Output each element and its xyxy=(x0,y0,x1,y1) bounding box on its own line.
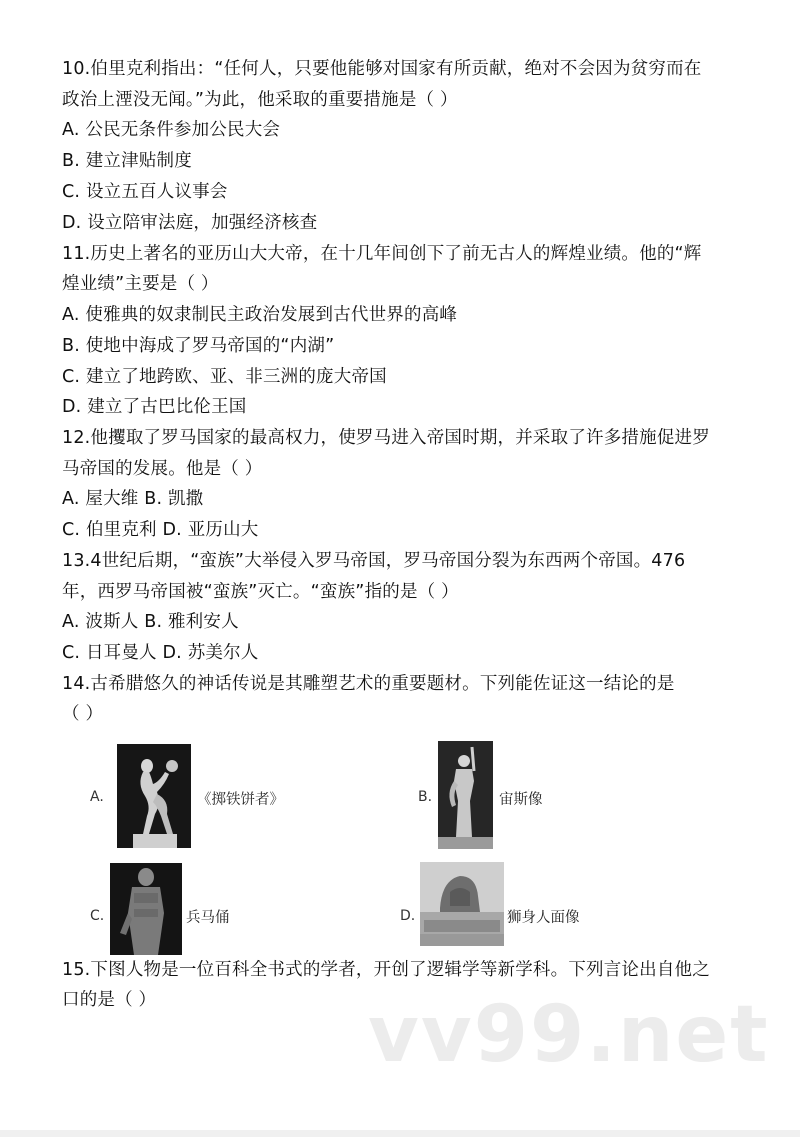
q11-stem-line2: 煌业绩”主要是（ ） xyxy=(62,274,219,294)
q10-stem-line1: 10.伯里克利指出：“任何人，只要他能够对国家有所贡献，绝对不会因为贫穷而在 xyxy=(62,59,702,79)
watermark: vv99.net xyxy=(368,990,770,1080)
q14-option-d-letter: D. xyxy=(400,908,416,924)
q13-stem-line1: 13.4世纪后期，“蛮族”大举侵入罗马帝国，罗马帝国分裂为东西两个帝国。476 xyxy=(62,551,686,571)
q14-option-c-caption: 兵马俑 xyxy=(186,910,230,926)
terracotta-warrior-photo xyxy=(110,863,182,955)
q14-option-b-caption: 宙斯像 xyxy=(499,792,543,808)
q11-option-d: D. 建立了古巴比伦王国 xyxy=(62,397,247,417)
q13-stem-line2: 年，西罗马帝国被“蛮族”灭亡。“蛮族”指的是（ ） xyxy=(62,582,459,602)
q10-option-d: D. 设立陪审法庭，加强经济核查 xyxy=(62,213,318,233)
q15-stem-line2: 口的是（ ） xyxy=(62,990,157,1010)
q10-option-c: C. 设立五百人议事会 xyxy=(62,182,228,202)
q10-stem-line2: 政治上湮没无闻。”为此，他采取的重要措施是（ ） xyxy=(62,90,458,110)
q10-option-b: B. 建立津贴制度 xyxy=(62,151,192,171)
q12-stem-line2: 马帝国的发展。他是（ ） xyxy=(62,459,263,479)
q14-stem-line1: 14.古希腊悠久的神话传说是其雕塑艺术的重要题材。下列能佐证这一结论的是 xyxy=(62,674,675,694)
q13-options-ab: A. 波斯人 B. 雅利安人 xyxy=(62,612,239,632)
q14-option-b-letter: B. xyxy=(418,789,433,805)
q11-option-b: B. 使地中海成了罗马帝国的“内湖” xyxy=(62,336,335,356)
q12-stem-line1: 12.他攫取了罗马国家的最高权力，使罗马进入帝国时期，并采取了许多措施促进罗 xyxy=(62,428,710,448)
q10-option-a: A. 公民无条件参加公民大会 xyxy=(62,120,281,140)
q11-option-c: C. 建立了地跨欧、亚、非三洲的庞大帝国 xyxy=(62,367,387,387)
q14-option-c-letter: C. xyxy=(90,908,105,924)
q14-option-a-letter: A. xyxy=(90,789,104,805)
q12-options-cd: C. 伯里克利 D. 亚历山大 xyxy=(62,520,259,540)
q13-options-cd: C. 日耳曼人 D. 苏美尔人 xyxy=(62,643,259,663)
q14-option-d-caption: 狮身人面像 xyxy=(507,910,580,926)
q15-stem-line1: 15.下图人物是一位百科全书式的学者，开创了逻辑学等新学科。下列言论出自他之 xyxy=(62,960,710,980)
q14-option-a-caption: 《掷铁饼者》 xyxy=(197,792,284,808)
q11-option-a: A. 使雅典的奴隶制民主政治发展到古代世界的高峰 xyxy=(62,305,458,325)
q12-options-ab: A. 屋大维 B. 凯撒 xyxy=(62,489,204,509)
page-bottom-edge xyxy=(0,1130,800,1137)
sphinx-photo xyxy=(420,862,504,946)
discobolus-photo xyxy=(117,744,191,848)
q11-stem-line1: 11.历史上著名的亚历山大大帝，在十几年间创下了前无古人的辉煌业绩。他的“辉 xyxy=(62,244,702,264)
zeus-statue-photo xyxy=(438,741,493,849)
q14-stem-line2: （ ） xyxy=(62,704,104,724)
